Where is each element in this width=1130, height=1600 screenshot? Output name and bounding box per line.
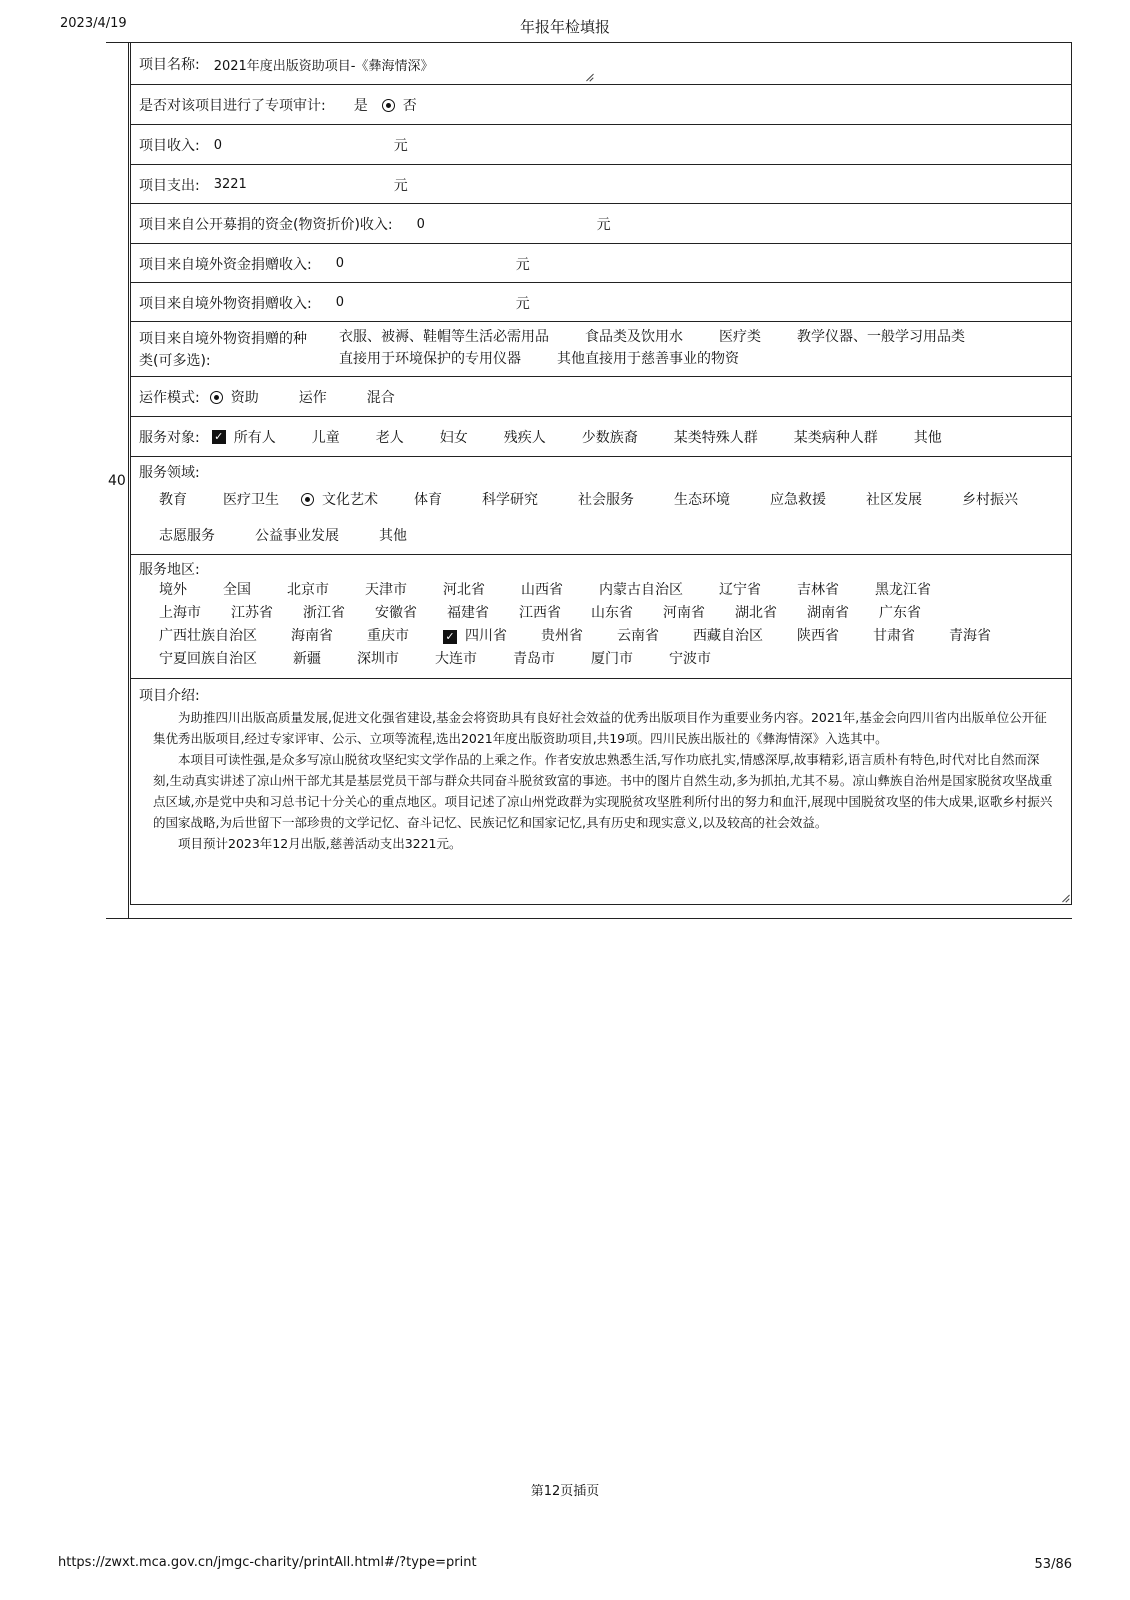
page-insert-label: 第12页插页 <box>530 1484 600 1499</box>
region-options <box>159 579 1059 671</box>
region-option[interactable] <box>447 602 489 625</box>
project-intro-row <box>130 679 1072 905</box>
foreign-fund-label: 项目来自境外资金捐赠收入: <box>139 256 312 273</box>
checkbox-checked-icon: ✓ <box>443 630 457 644</box>
goods-type-option[interactable]: 食品类及饮用水 <box>585 329 683 345</box>
region-option-label: 广东省 <box>879 605 921 621</box>
region-option-label: 云南省 <box>617 628 659 644</box>
region-option[interactable] <box>669 648 711 671</box>
region-option-label: 深圳市 <box>357 651 399 667</box>
audit-label: 是否对该项目进行了专项审计: <box>139 98 326 114</box>
field-option[interactable]: 社会服务 <box>578 492 634 508</box>
region-option-label: 河北省 <box>443 582 485 598</box>
region-option-label: 宁夏回族自治区 <box>159 651 257 667</box>
region-option-label: 贵州省 <box>541 628 583 644</box>
region-option-label: 山东省 <box>591 605 633 621</box>
region-option[interactable] <box>375 602 417 625</box>
region-option[interactable] <box>617 625 659 648</box>
resize-handle-icon[interactable] <box>583 71 593 81</box>
target-option-label: 残疾人 <box>503 430 546 446</box>
region-option-label: 湖南省 <box>807 605 849 621</box>
region-option[interactable] <box>231 602 273 625</box>
expense-unit: 元 <box>393 177 408 194</box>
region-option-label: 陕西省 <box>797 628 839 644</box>
goods-type-option[interactable]: 直接用于环境保护的专用仪器 <box>339 351 521 367</box>
intro-paragraph: 项目预计2023年12月出版,慈善活动支出3221元。 <box>178 836 462 851</box>
region-option-label: 上海市 <box>159 605 201 621</box>
operation-option-mixed[interactable] <box>367 387 395 407</box>
goods-type-option[interactable]: 其他直接用于慈善事业的物资 <box>557 351 739 367</box>
goods-type-option[interactable]: 衣服、被褥、鞋帽等生活必需用品 <box>339 329 549 345</box>
target-option[interactable] <box>582 427 638 447</box>
region-option-label: 江西省 <box>519 605 561 621</box>
print-date: 2023/4/19 <box>60 16 127 31</box>
region-option[interactable] <box>159 579 187 602</box>
intro-paragraph: 本项目可读性强,是众多写凉山脱贫攻坚纪实文学作品的上乘之作。作者安放忠熟悉生活,写作功底扎实,情感深厚,故事精彩,语言质朴有特色,时代对比自然而深刻,生动真实讲述了凉山州干部尤其是基层党员干部与群众共同奋斗脱贫致富的事迹。书中的图片自然生动,多为抓拍,尤其不易。凉山彝族自治州是国家脱贫攻坚战重点区域,亦是党中央和习总书记十分关心的重点地区。项目记述了凉山州党政群为实现脱贫攻坚胜利所付出的努力和血汗,展现中国脱贫攻坚的伟大成果,讴歌乡村振兴的国家战略,为后世留下一部珍贵的文学记忆、奋斗记忆、民族记忆和国家记忆,具有历史和现实意义,以及较高的社会效益。 <box>153 752 1053 830</box>
field-option[interactable]: 科学研究 <box>482 492 538 508</box>
region-option[interactable] <box>873 625 915 648</box>
income-value[interactable]: 0 <box>213 137 222 153</box>
region-option-label: 北京市 <box>287 582 329 598</box>
project-intro-label: 项目介绍: <box>139 688 200 704</box>
goods-type-label-line2: 类(可多选): <box>139 353 211 369</box>
radio-selected-icon <box>210 391 223 404</box>
target-option-all[interactable] <box>212 427 276 447</box>
target-option[interactable] <box>794 427 878 447</box>
foreign-goods-value[interactable]: 0 <box>335 295 344 310</box>
region-option[interactable] <box>291 625 333 648</box>
field-option[interactable]: 医疗卫生 <box>223 492 279 508</box>
foreign-goods-unit: 元 <box>515 295 530 312</box>
field-option[interactable]: 乡村振兴 <box>962 492 1018 508</box>
region-option[interactable] <box>521 579 563 602</box>
region-option-checked[interactable] <box>443 625 507 648</box>
region-option-label: 全国 <box>223 582 251 598</box>
target-option-label: 其他 <box>913 430 942 446</box>
region-option[interactable] <box>435 648 477 671</box>
project-form <box>106 42 1072 919</box>
field-option[interactable]: 社区发展 <box>866 492 922 508</box>
region-option-label: 天津市 <box>365 582 407 598</box>
region-option[interactable] <box>797 625 839 648</box>
service-region-row <box>130 555 1072 679</box>
audit-row <box>130 85 1072 125</box>
field-option[interactable]: 教育 <box>159 492 187 508</box>
region-option-label: 浙江省 <box>303 605 345 621</box>
region-option[interactable] <box>303 602 345 625</box>
region-option[interactable] <box>293 648 321 671</box>
region-option-label: 西藏自治区 <box>693 628 763 644</box>
region-option[interactable] <box>365 579 407 602</box>
target-option-label: 少数族裔 <box>581 430 638 446</box>
foreign-goods-row <box>130 283 1072 322</box>
region-option[interactable] <box>287 579 329 602</box>
region-option[interactable] <box>159 602 201 625</box>
region-option-label: 河南省 <box>663 605 705 621</box>
foreign-goods-label: 项目来自境外物资捐赠收入: <box>139 295 312 312</box>
income-unit: 元 <box>393 138 408 154</box>
region-option-label: 福建省 <box>447 605 489 621</box>
operation-option-label: 混合 <box>366 390 395 406</box>
region-option-label: 境外 <box>159 582 187 598</box>
target-option-label: 妇女 <box>439 430 468 446</box>
region-option-label: 厦门市 <box>591 651 633 667</box>
field-option-label: 文化艺术 <box>322 492 378 508</box>
region-option[interactable] <box>159 648 257 671</box>
region-option-label: 海南省 <box>291 628 333 644</box>
region-option-label: 甘肃省 <box>873 628 915 644</box>
page-title: 年报年检填报 <box>519 18 610 36</box>
region-option[interactable] <box>735 602 777 625</box>
field-option-culture[interactable] <box>301 489 378 509</box>
row-number-column <box>106 43 129 918</box>
public-fund-unit: 元 <box>596 217 611 233</box>
region-option[interactable] <box>591 648 633 671</box>
income-label: 项目收入: <box>139 138 200 154</box>
field-option[interactable]: 其他 <box>379 528 407 544</box>
field-option[interactable]: 公益事业发展 <box>255 528 339 544</box>
form-rows <box>130 43 1072 905</box>
field-option[interactable]: 生态环境 <box>674 492 730 508</box>
foreign-fund-row <box>130 244 1072 283</box>
operation-option-label: 资助 <box>230 390 259 406</box>
region-option[interactable] <box>879 602 921 625</box>
field-option[interactable]: 应急救援 <box>770 492 826 508</box>
page-count: 53/86 <box>1034 1557 1072 1572</box>
region-option[interactable] <box>599 579 683 602</box>
public-fund-row <box>130 204 1072 244</box>
region-option[interactable] <box>797 579 839 602</box>
goods-type-row <box>130 322 1072 377</box>
region-option-label: 新疆 <box>293 651 321 667</box>
region-option[interactable] <box>513 648 555 671</box>
region-option-label: 安徽省 <box>375 605 417 621</box>
region-option[interactable] <box>693 625 763 648</box>
public-fund-label: 项目来自公开募捐的资金(物资折价)收入: <box>139 217 393 233</box>
region-option[interactable] <box>875 579 931 602</box>
target-option[interactable] <box>312 427 340 447</box>
region-option[interactable] <box>663 602 705 625</box>
region-option[interactable] <box>807 602 849 625</box>
region-option-label: 宁波市 <box>669 651 711 667</box>
operation-mode-row <box>130 377 1072 417</box>
intro-paragraph: 为助推四川出版高质量发展,促进文化强省建设,基金会将资助具有良好社会效益的优秀出版项目作为重要业务内容。2021年,基金会向四川省内出版单位公开征集优秀出版项目,经过专家评审、公示、立项等流程,选出2021年度出版资助项目,共19项。四川民族出版社的《彝海情深》入选其中。 <box>153 710 1047 746</box>
region-option-label: 内蒙古自治区 <box>599 582 683 598</box>
radio-selected-icon <box>382 99 395 112</box>
target-option[interactable] <box>674 427 758 447</box>
foreign-fund-unit: 元 <box>515 256 530 273</box>
region-option[interactable] <box>357 648 399 671</box>
region-option-label: 辽宁省 <box>719 582 761 598</box>
region-option[interactable] <box>949 625 991 648</box>
project-name-value[interactable]: 2021年度出版资助项目-《彝海情深》 <box>213 58 434 74</box>
operation-option-operate[interactable] <box>299 387 327 407</box>
service-field-row <box>130 457 1072 555</box>
project-name-label: 项目名称: <box>139 57 200 73</box>
audit-option-no-label: 否 <box>402 98 417 114</box>
row-number: 40 <box>108 473 126 489</box>
income-row <box>130 125 1072 165</box>
service-target-label: 服务对象: <box>139 430 200 446</box>
target-option[interactable] <box>376 427 404 447</box>
region-option[interactable] <box>223 579 251 602</box>
target-option-label: 儿童 <box>311 430 340 446</box>
region-option[interactable] <box>591 602 633 625</box>
region-option-label: 山西省 <box>521 582 563 598</box>
region-option-label: 江苏省 <box>231 605 273 621</box>
target-option-label: 某类病种人群 <box>793 430 878 446</box>
field-option[interactable]: 体育 <box>414 492 442 508</box>
region-option[interactable] <box>159 625 257 648</box>
project-name-row <box>130 43 1072 85</box>
region-option[interactable] <box>519 602 561 625</box>
operation-option-grant[interactable] <box>210 387 259 407</box>
region-option[interactable] <box>367 625 409 648</box>
region-option-label: 四川省 <box>465 628 507 644</box>
service-field-label: 服务领域: <box>139 465 200 481</box>
region-option[interactable] <box>541 625 583 648</box>
region-option-label: 黑龙江省 <box>875 582 931 598</box>
target-option[interactable] <box>504 427 546 447</box>
audit-option-no[interactable] <box>382 95 417 115</box>
operation-mode-label: 运作模式: <box>139 390 200 406</box>
goods-type-option[interactable]: 医疗类 <box>719 329 761 345</box>
field-option[interactable]: 志愿服务 <box>159 528 215 544</box>
checkbox-checked-icon: ✓ <box>212 430 226 444</box>
audit-option-yes[interactable] <box>354 95 368 115</box>
target-option-label: 所有人 <box>233 430 276 446</box>
region-option-label: 吉林省 <box>797 582 839 598</box>
page-url: https://zwxt.mca.gov.cn/jmgc-charity/printAll.html#/?type=print <box>58 1555 477 1570</box>
target-option[interactable] <box>914 427 942 447</box>
region-option-label: 大连市 <box>435 651 477 667</box>
foreign-fund-value[interactable]: 0 <box>335 256 344 271</box>
target-option-label: 某类特殊人群 <box>673 430 758 446</box>
target-option-label: 老人 <box>375 430 404 446</box>
service-target-row <box>130 417 1072 457</box>
radio-selected-icon <box>301 493 314 506</box>
public-fund-value[interactable]: 0 <box>416 216 425 232</box>
expense-row <box>130 165 1072 204</box>
service-region-label: 服务地区: <box>139 562 200 578</box>
region-option[interactable] <box>443 579 485 602</box>
resize-handle-icon[interactable] <box>1059 892 1069 902</box>
region-option-label: 青海省 <box>949 628 991 644</box>
project-intro-text[interactable] <box>139 707 1063 854</box>
goods-type-option[interactable]: 教学仪器、一般学习用品类 <box>797 329 965 345</box>
expense-value[interactable]: 3221 <box>213 177 247 192</box>
region-option-label: 青岛市 <box>513 651 555 667</box>
region-option-label: 湖北省 <box>735 605 777 621</box>
target-option[interactable] <box>440 427 468 447</box>
audit-option-yes-label: 是 <box>353 98 368 114</box>
operation-option-label: 运作 <box>298 390 327 406</box>
region-option-label: 广西壮族自治区 <box>159 628 257 644</box>
region-option-label: 重庆市 <box>367 628 409 644</box>
goods-type-label-line1: 项目来自境外物资捐赠的种 <box>139 331 307 347</box>
expense-label: 项目支出: <box>139 177 200 194</box>
region-option[interactable] <box>719 579 761 602</box>
